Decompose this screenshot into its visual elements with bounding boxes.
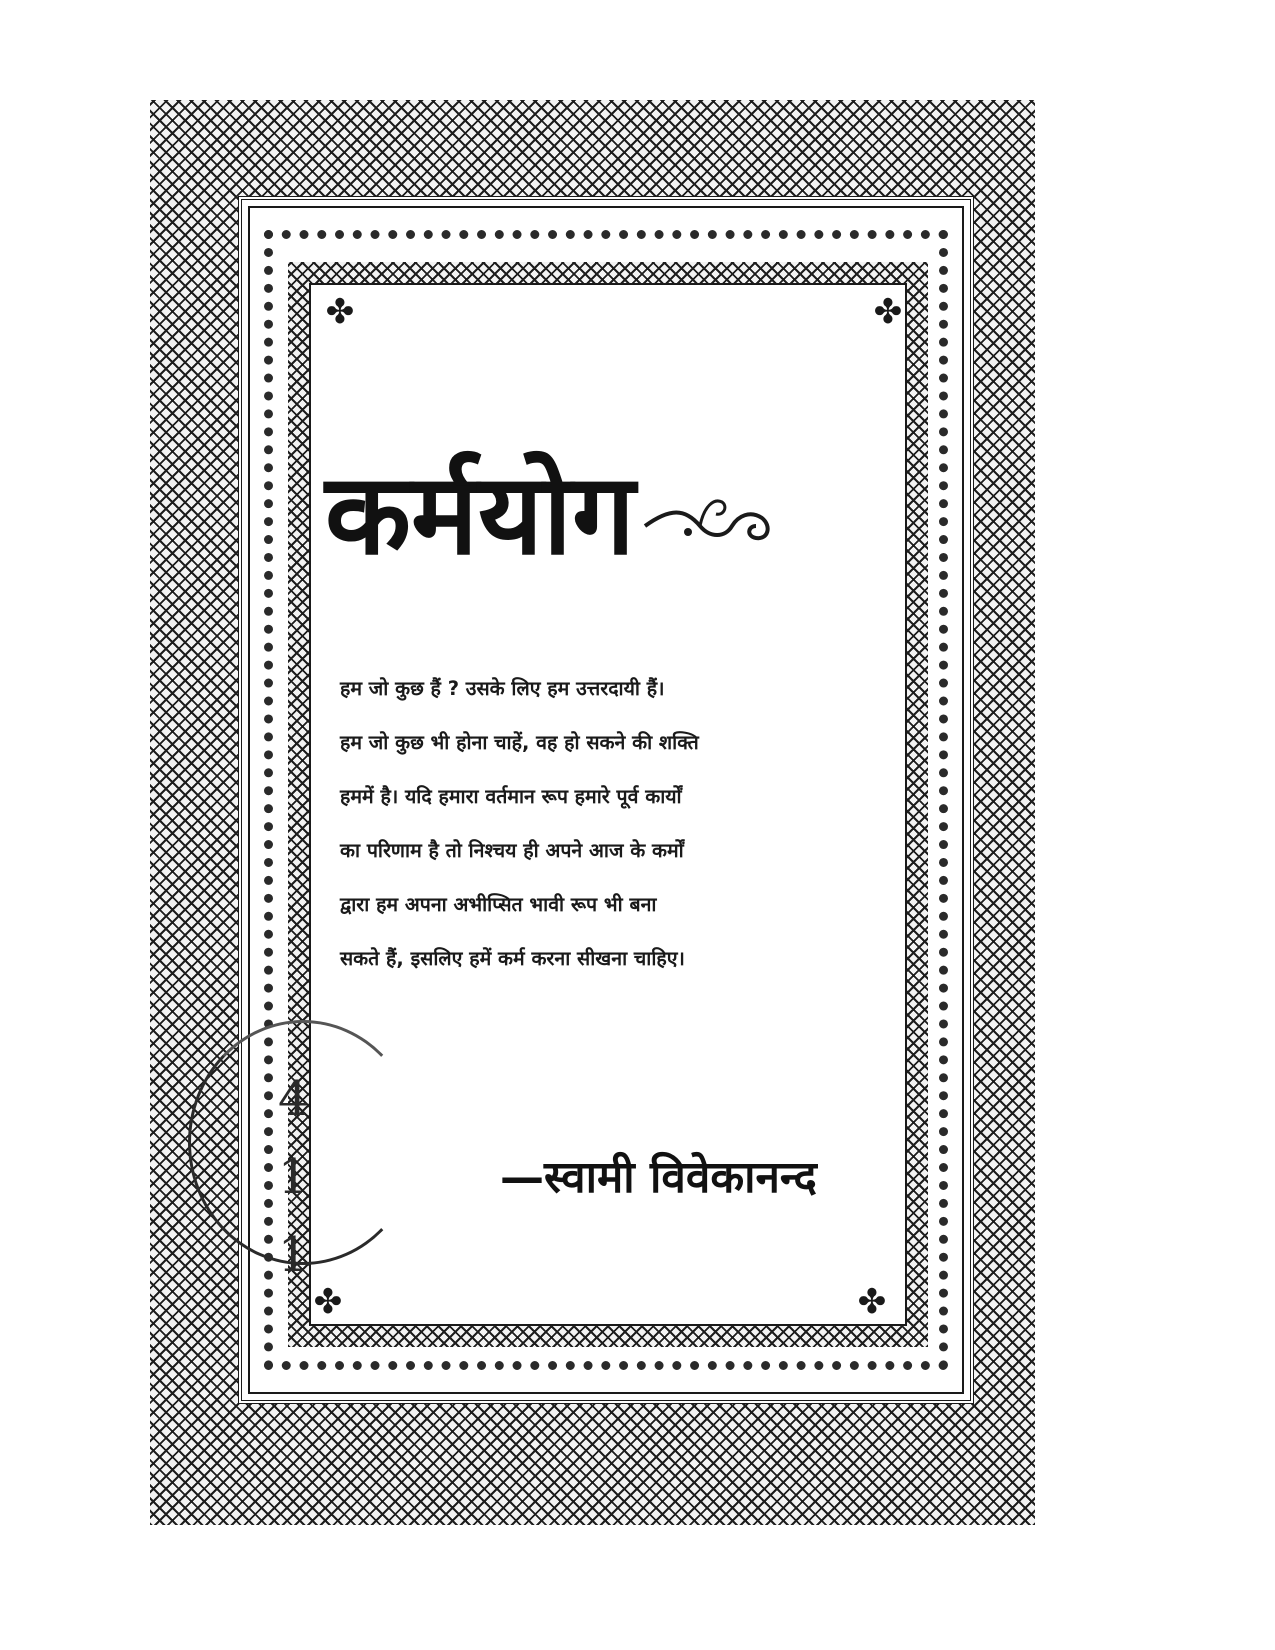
quote-line: सकते हैं, इसलिए हमें कर्म करना सीखना चाहिए। — [340, 947, 685, 970]
stamp-marks — [278, 1060, 308, 1294]
stamp-mark: 1 — [278, 1227, 309, 1283]
quote-paragraph — [340, 662, 885, 986]
stamp-mark: 4 — [278, 1071, 309, 1127]
quote-author: —स्वामी विवेकानन्द — [500, 1152, 817, 1203]
quote-line: हम जो कुछ हैं ? उसके लिए हम उत्तरदायी हैं। — [340, 677, 665, 700]
corner-ornament-icon: ✤ — [873, 292, 903, 332]
quote-line: हममें है। यदि हमारा वर्तमान रूप हमारे पूर्व कार्यों — [340, 785, 682, 808]
flourish-icon — [640, 488, 780, 558]
corner-ornament-icon: ✤ — [857, 1282, 887, 1322]
quote-line: द्वारा हम अपना अभीप्सित भावी रूप भी बना — [340, 893, 657, 916]
quote-line: हम जो कुछ भी होना चाहें, वह हो सकने की शक्ति — [340, 731, 699, 754]
quote-line: का परिणाम है तो निश्चय ही अपने आज के कर्मों — [340, 839, 684, 862]
corner-ornament-icon: ✤ — [313, 1282, 343, 1322]
corner-ornament-icon: ✤ — [325, 292, 355, 332]
page-title: कर्मयोग — [325, 449, 636, 580]
stamp-mark: 1 — [278, 1149, 309, 1205]
